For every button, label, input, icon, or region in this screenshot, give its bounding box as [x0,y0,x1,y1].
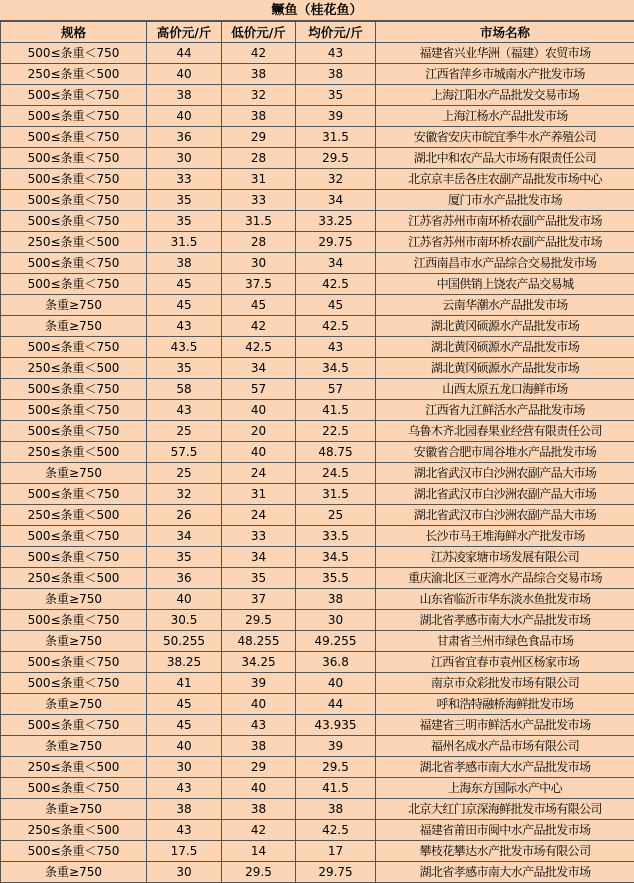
cell-high-price: 41 [147,673,222,694]
cell-avg-price: 25 [296,505,376,526]
cell-avg-price: 24.5 [296,463,376,484]
cell-low-price: 38 [222,799,296,820]
cell-spec: 500≤条重＜750 [1,211,147,232]
cell-low-price: 48.255 [222,631,296,652]
cell-high-price: 44 [147,43,222,64]
table-row [1,253,634,274]
cell-avg-price: 43.935 [296,715,376,736]
cell-spec: 500≤条重＜750 [1,421,147,442]
cell-market-name: 福建省莆田市闽中水产品批发市场 [376,820,634,841]
cell-high-price: 58 [147,379,222,400]
cell-spec: 500≤条重＜750 [1,253,147,274]
cell-market-name: 湖北省孝感市南大水产品批发市场 [376,610,634,631]
cell-spec: 500≤条重＜750 [1,85,147,106]
cell-high-price: 30.5 [147,610,222,631]
table-title: 鳜鱼（桂花鱼） [0,0,634,21]
cell-market-name: 上海东方国际水产中心 [376,778,634,799]
cell-avg-price: 48.75 [296,442,376,463]
cell-spec: 条重≥750 [1,295,147,316]
cell-low-price: 29 [222,127,296,148]
cell-high-price: 30 [147,757,222,778]
cell-spec: 500≤条重＜750 [1,547,147,568]
cell-avg-price: 34 [296,253,376,274]
cell-market-name: 湖北省武汉市白沙洲农副产品大市场 [376,505,634,526]
cell-low-price: 37 [222,589,296,610]
cell-avg-price: 34.5 [296,547,376,568]
cell-avg-price: 29.5 [296,757,376,778]
cell-avg-price: 45 [296,295,376,316]
cell-low-price: 57 [222,379,296,400]
cell-market-name: 江苏省苏州市南环桥农副产品批发市场 [376,211,634,232]
cell-high-price: 36 [147,568,222,589]
cell-spec: 500≤条重＜750 [1,274,147,295]
cell-spec: 250≤条重＜500 [1,505,147,526]
table-row [1,127,634,148]
cell-high-price: 32 [147,484,222,505]
cell-high-price: 40 [147,589,222,610]
cell-high-price: 26 [147,505,222,526]
table-row [1,715,634,736]
cell-high-price: 40 [147,64,222,85]
cell-low-price: 35 [222,568,296,589]
table-row [1,442,634,463]
cell-low-price: 37.5 [222,274,296,295]
table-row [1,400,634,421]
cell-spec: 500≤条重＜750 [1,652,147,673]
cell-high-price: 45 [147,274,222,295]
cell-low-price: 40 [222,442,296,463]
cell-high-price: 50.255 [147,631,222,652]
cell-spec: 条重≥750 [1,862,147,883]
cell-market-name: 甘肃省兰州市绿色食品市场 [376,631,634,652]
cell-avg-price: 29.75 [296,232,376,253]
cell-avg-price: 57 [296,379,376,400]
header-low-price: 低价元/斤 [222,22,296,43]
cell-market-name: 江苏省苏州市南环桥农副产品批发市场 [376,232,634,253]
table-row [1,589,634,610]
cell-market-name: 江西省宜春市袁州区杨家市场 [376,652,634,673]
cell-low-price: 33 [222,190,296,211]
cell-low-price: 31.5 [222,211,296,232]
table-row [1,778,634,799]
cell-avg-price: 32 [296,169,376,190]
cell-high-price: 25 [147,463,222,484]
cell-low-price: 31 [222,484,296,505]
cell-spec: 500≤条重＜750 [1,127,147,148]
cell-market-name: 呼和浩特融桥海鲜批发市场 [376,694,634,715]
table-row [1,232,634,253]
cell-low-price: 34 [222,547,296,568]
cell-spec: 250≤条重＜500 [1,568,147,589]
cell-spec: 250≤条重＜500 [1,820,147,841]
cell-avg-price: 39 [296,106,376,127]
cell-low-price: 43 [222,715,296,736]
cell-low-price: 34.25 [222,652,296,673]
table-row [1,337,634,358]
table-row [1,820,634,841]
cell-avg-price: 38 [296,589,376,610]
cell-spec: 条重≥750 [1,589,147,610]
cell-avg-price: 36.8 [296,652,376,673]
cell-spec: 500≤条重＜750 [1,841,147,862]
cell-spec: 条重≥750 [1,694,147,715]
cell-avg-price: 44 [296,694,376,715]
cell-market-name: 江西省萍乡市城南水产批发市场 [376,64,634,85]
header-avg-price: 均价元/斤 [296,22,376,43]
cell-market-name: 湖北省武汉市白沙洲农副产品大市场 [376,484,634,505]
cell-high-price: 25 [147,421,222,442]
cell-avg-price: 35 [296,85,376,106]
cell-low-price: 34 [222,358,296,379]
cell-spec: 250≤条重＜500 [1,442,147,463]
cell-spec: 500≤条重＜750 [1,190,147,211]
cell-low-price: 38 [222,106,296,127]
table-row [1,148,634,169]
cell-low-price: 40 [222,400,296,421]
cell-spec: 500≤条重＜750 [1,169,147,190]
header-row [1,22,634,43]
cell-market-name: 北京大红门京深海鲜批发市场有限公司 [376,799,634,820]
table-row [1,547,634,568]
cell-avg-price: 22.5 [296,421,376,442]
cell-high-price: 38.25 [147,652,222,673]
cell-avg-price: 39 [296,736,376,757]
cell-low-price: 42 [222,316,296,337]
cell-high-price: 43 [147,316,222,337]
cell-market-name: 江苏凌家塘市场发展有限公司 [376,547,634,568]
table-row [1,379,634,400]
header-high-price: 高价元/斤 [147,22,222,43]
cell-market-name: 重庆渝北区三亚湾水产品综合交易市场 [376,568,634,589]
cell-low-price: 24 [222,505,296,526]
cell-low-price: 30 [222,253,296,274]
cell-avg-price: 42.5 [296,274,376,295]
cell-avg-price: 41.5 [296,400,376,421]
cell-high-price: 31.5 [147,232,222,253]
cell-spec: 500≤条重＜750 [1,337,147,358]
cell-low-price: 33 [222,526,296,547]
cell-high-price: 40 [147,736,222,757]
table-row [1,652,634,673]
cell-high-price: 57.5 [147,442,222,463]
table-row [1,484,634,505]
cell-high-price: 38 [147,253,222,274]
cell-low-price: 40 [222,778,296,799]
table-row [1,694,634,715]
cell-low-price: 28 [222,148,296,169]
cell-avg-price: 33.5 [296,526,376,547]
cell-market-name: 湖北省孝感市南大水产品批发市场 [376,862,634,883]
cell-market-name: 湖北省武汉市白沙洲农副产品大市场 [376,463,634,484]
cell-high-price: 43 [147,778,222,799]
cell-avg-price: 40 [296,673,376,694]
cell-market-name: 湖北黄冈硕源水产品批发市场 [376,358,634,379]
cell-avg-price: 41.5 [296,778,376,799]
cell-low-price: 31 [222,169,296,190]
cell-high-price: 38 [147,799,222,820]
table-row [1,190,634,211]
cell-high-price: 43 [147,400,222,421]
cell-spec: 500≤条重＜750 [1,715,147,736]
cell-spec: 条重≥750 [1,736,147,757]
cell-spec: 500≤条重＜750 [1,484,147,505]
cell-market-name: 北京京丰岳各庄农副产品批发市场中心 [376,169,634,190]
cell-spec: 条重≥750 [1,799,147,820]
table-row [1,862,634,883]
table-row [1,463,634,484]
cell-high-price: 45 [147,694,222,715]
cell-avg-price: 43 [296,43,376,64]
cell-market-name: 中国供销上饶农产品交易城 [376,274,634,295]
cell-spec: 500≤条重＜750 [1,106,147,127]
table-row [1,64,634,85]
cell-low-price: 32 [222,85,296,106]
cell-high-price: 45 [147,295,222,316]
cell-avg-price: 38 [296,799,376,820]
cell-avg-price: 49.255 [296,631,376,652]
cell-market-name: 上海江阳水产品批发交易市场 [376,85,634,106]
cell-market-name: 安徽省合肥市周谷堆水产品批发市场 [376,442,634,463]
cell-spec: 500≤条重＜750 [1,673,147,694]
cell-market-name: 湖北黄冈硕源水产品批发市场 [376,337,634,358]
cell-market-name: 江西省九江鲜活水产品批发市场 [376,400,634,421]
table-row [1,316,634,337]
cell-high-price: 38 [147,85,222,106]
table-row [1,505,634,526]
cell-low-price: 42.5 [222,337,296,358]
cell-market-name: 福州名成水产品市场有限公司 [376,736,634,757]
cell-avg-price: 35.5 [296,568,376,589]
cell-avg-price: 30 [296,610,376,631]
table-row [1,736,634,757]
cell-high-price: 34 [147,526,222,547]
cell-low-price: 29.5 [222,862,296,883]
cell-high-price: 36 [147,127,222,148]
cell-avg-price: 29.5 [296,148,376,169]
cell-spec: 500≤条重＜750 [1,148,147,169]
cell-high-price: 35 [147,211,222,232]
cell-high-price: 35 [147,358,222,379]
cell-market-name: 南京市众彩批发市场有限公司 [376,673,634,694]
cell-spec: 500≤条重＜750 [1,43,147,64]
cell-market-name: 长沙市马王堆海鲜水产批发市场 [376,526,634,547]
cell-market-name: 乌鲁木齐北园春果业经营有限责任公司 [376,421,634,442]
cell-spec: 500≤条重＜750 [1,379,147,400]
cell-market-name: 湖北省孝感市南大水产品批发市场 [376,757,634,778]
cell-avg-price: 31.5 [296,484,376,505]
cell-spec: 250≤条重＜500 [1,358,147,379]
cell-market-name: 上海江杨水产品批发市场 [376,106,634,127]
cell-low-price: 42 [222,43,296,64]
cell-spec: 250≤条重＜500 [1,757,147,778]
cell-low-price: 24 [222,463,296,484]
cell-avg-price: 42.5 [296,316,376,337]
table-row [1,631,634,652]
table-row [1,295,634,316]
cell-spec: 条重≥750 [1,631,147,652]
table-row [1,274,634,295]
cell-low-price: 28 [222,232,296,253]
cell-avg-price: 29.75 [296,862,376,883]
table-row [1,757,634,778]
table-row [1,568,634,589]
cell-market-name: 安徽省安庆市皖宜季牛水产养殖公司 [376,127,634,148]
table-row [1,211,634,232]
cell-spec: 500≤条重＜750 [1,778,147,799]
cell-high-price: 43 [147,820,222,841]
cell-low-price: 40 [222,694,296,715]
cell-low-price: 20 [222,421,296,442]
cell-spec: 500≤条重＜750 [1,400,147,421]
cell-high-price: 45 [147,715,222,736]
cell-market-name: 湖北中和农产品大市场有限责任公司 [376,148,634,169]
cell-high-price: 35 [147,547,222,568]
table-row [1,106,634,127]
cell-low-price: 39 [222,673,296,694]
cell-market-name: 攀枝花攀达水产批发市场有限公司 [376,841,634,862]
cell-avg-price: 34.5 [296,358,376,379]
table-row [1,421,634,442]
table-row [1,841,634,862]
cell-market-name: 云南华潮水产品批发市场 [376,295,634,316]
cell-avg-price: 34 [296,190,376,211]
cell-market-name: 江西南昌市水产品综合交易批发市场 [376,253,634,274]
table-row [1,526,634,547]
cell-high-price: 35 [147,190,222,211]
cell-low-price: 45 [222,295,296,316]
cell-avg-price: 31.5 [296,127,376,148]
cell-high-price: 40 [147,106,222,127]
table-row [1,43,634,64]
cell-low-price: 38 [222,64,296,85]
cell-high-price: 43.5 [147,337,222,358]
cell-market-name: 福建省三明市鲜活水产品批发市场 [376,715,634,736]
cell-spec: 250≤条重＜500 [1,232,147,253]
cell-spec: 250≤条重＜500 [1,64,147,85]
cell-market-name: 福建省兴业华洲（福建）农贸市场 [376,43,634,64]
cell-spec: 条重≥750 [1,463,147,484]
cell-market-name: 湖北黄冈硕源水产品批发市场 [376,316,634,337]
header-spec: 规格 [1,22,147,43]
table-row [1,610,634,631]
cell-market-name: 厦门市水产品批发市场 [376,190,634,211]
cell-high-price: 30 [147,862,222,883]
table-row [1,85,634,106]
cell-avg-price: 33.25 [296,211,376,232]
cell-spec: 500≤条重＜750 [1,526,147,547]
table-row [1,358,634,379]
cell-spec: 条重≥750 [1,316,147,337]
cell-high-price: 30 [147,148,222,169]
cell-high-price: 33 [147,169,222,190]
cell-market-name: 山西太原五龙口海鲜市场 [376,379,634,400]
price-table [0,21,634,883]
table-row [1,673,634,694]
cell-high-price: 17.5 [147,841,222,862]
cell-avg-price: 42.5 [296,820,376,841]
cell-low-price: 29 [222,757,296,778]
cell-low-price: 14 [222,841,296,862]
cell-avg-price: 17 [296,841,376,862]
table-row [1,169,634,190]
cell-avg-price: 38 [296,64,376,85]
cell-spec: 500≤条重＜750 [1,610,147,631]
cell-avg-price: 43 [296,337,376,358]
cell-low-price: 29.5 [222,610,296,631]
table-body [1,43,634,883]
cell-market-name: 山东省临沂市华东淡水鱼批发市场 [376,589,634,610]
cell-low-price: 42 [222,820,296,841]
header-market-name: 市场名称 [376,22,634,43]
cell-low-price: 38 [222,736,296,757]
table-row [1,799,634,820]
